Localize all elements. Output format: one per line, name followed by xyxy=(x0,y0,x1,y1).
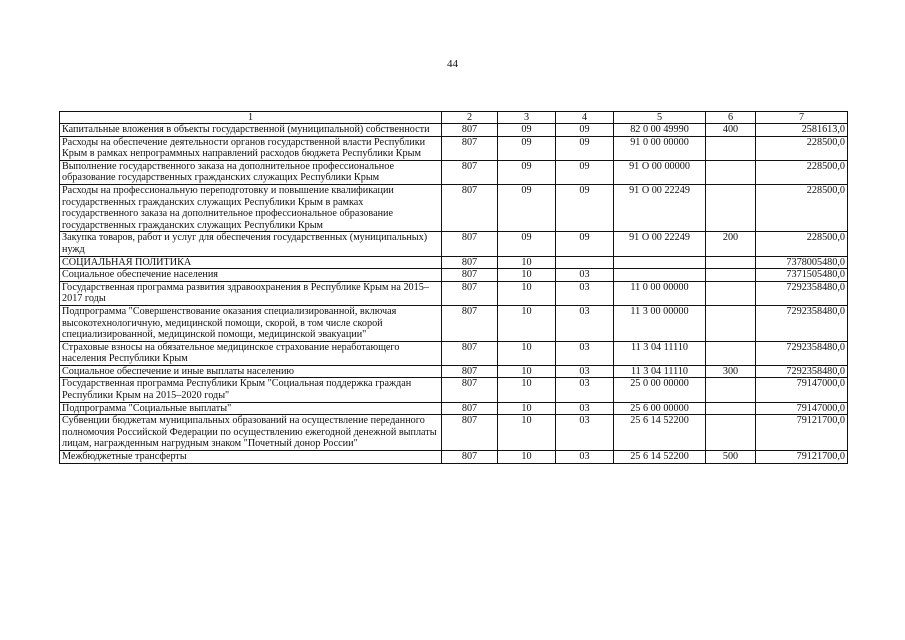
table-row xyxy=(60,402,848,415)
row-name: Подпрограмма "Социальные выплаты" xyxy=(60,402,442,415)
row-ved: 807 xyxy=(442,402,498,415)
row-ved: 807 xyxy=(442,136,498,160)
page-number: 44 xyxy=(447,58,458,70)
table-row xyxy=(60,281,848,305)
row-vr: 400 xyxy=(706,124,756,137)
row-rz: 10 xyxy=(498,378,556,402)
row-csr: 25 6 14 52200 xyxy=(614,451,706,464)
row-sum: 79121700,0 xyxy=(756,451,848,464)
row-sum: 79147000,0 xyxy=(756,378,848,402)
row-name: Расходы на обеспечение деятельности органов государственной власти Республики Крым в рамках непрограммных направлений расходов бюджета Республики Крым xyxy=(60,136,442,160)
row-rz: 10 xyxy=(498,415,556,451)
row-csr: 82 0 00 49990 xyxy=(614,124,706,137)
row-pr: 03 xyxy=(556,305,614,341)
row-sum: 7378005480,0 xyxy=(756,256,848,269)
header-col-2: 2 xyxy=(442,112,498,124)
table-row xyxy=(60,160,848,184)
row-rz: 10 xyxy=(498,402,556,415)
table-row xyxy=(60,269,848,282)
table-row xyxy=(60,378,848,402)
row-vr xyxy=(706,281,756,305)
row-sum: 2581613,0 xyxy=(756,124,848,137)
table-row xyxy=(60,365,848,378)
row-pr: 03 xyxy=(556,269,614,282)
header-col-3: 3 xyxy=(498,112,556,124)
row-name: Страховые взносы на обязательное медицинское страхование неработающего населения Республики Крым xyxy=(60,341,442,365)
row-pr: 03 xyxy=(556,451,614,464)
row-vr: 500 xyxy=(706,451,756,464)
row-ved: 807 xyxy=(442,160,498,184)
row-pr: 03 xyxy=(556,378,614,402)
budget-table xyxy=(59,111,848,464)
table-row xyxy=(60,256,848,269)
row-sum: 228500,0 xyxy=(756,136,848,160)
row-rz: 10 xyxy=(498,269,556,282)
row-ved: 807 xyxy=(442,378,498,402)
row-pr xyxy=(556,256,614,269)
row-name: Выполнение государственного заказа на дополнительное профессиональное образование государственных гражданских служащих Республики Крым xyxy=(60,160,442,184)
row-name: Межбюджетные трансферты xyxy=(60,451,442,464)
row-rz: 10 xyxy=(498,281,556,305)
row-name: Социальное обеспечение и иные выплаты населению xyxy=(60,365,442,378)
row-rz: 10 xyxy=(498,256,556,269)
row-ved: 807 xyxy=(442,305,498,341)
row-sum: 7292358480,0 xyxy=(756,281,848,305)
row-csr xyxy=(614,269,706,282)
row-csr: 11 3 04 11110 xyxy=(614,365,706,378)
row-vr xyxy=(706,415,756,451)
row-pr: 03 xyxy=(556,365,614,378)
row-csr: 25 0 00 00000 xyxy=(614,378,706,402)
row-rz: 09 xyxy=(498,124,556,137)
row-rz: 10 xyxy=(498,341,556,365)
row-rz: 09 xyxy=(498,136,556,160)
row-ved: 807 xyxy=(442,232,498,256)
row-vr xyxy=(706,160,756,184)
row-pr: 09 xyxy=(556,232,614,256)
row-rz: 10 xyxy=(498,365,556,378)
row-vr xyxy=(706,402,756,415)
header-row xyxy=(60,112,848,124)
row-csr: 91 О 00 22249 xyxy=(614,232,706,256)
row-rz: 10 xyxy=(498,451,556,464)
row-pr: 09 xyxy=(556,136,614,160)
row-pr: 09 xyxy=(556,160,614,184)
header-col-5: 5 xyxy=(614,112,706,124)
header-col-6: 6 xyxy=(706,112,756,124)
row-rz: 09 xyxy=(498,232,556,256)
row-ved: 807 xyxy=(442,451,498,464)
row-ved: 807 xyxy=(442,281,498,305)
row-pr: 09 xyxy=(556,184,614,231)
row-name: Социальное обеспечение населения xyxy=(60,269,442,282)
row-name: Капитальные вложения в объекты государственной (муниципальной) собственности xyxy=(60,124,442,137)
row-rz: 10 xyxy=(498,305,556,341)
table-row xyxy=(60,124,848,137)
row-csr: 91 0 00 00000 xyxy=(614,136,706,160)
row-csr: 11 3 00 00000 xyxy=(614,305,706,341)
row-vr xyxy=(706,136,756,160)
row-sum: 7292358480,0 xyxy=(756,305,848,341)
header-col-4: 4 xyxy=(556,112,614,124)
row-vr xyxy=(706,378,756,402)
table-row xyxy=(60,232,848,256)
row-rz: 09 xyxy=(498,160,556,184)
table-row xyxy=(60,415,848,451)
row-sum: 7292358480,0 xyxy=(756,365,848,378)
row-csr: 91 О 00 22249 xyxy=(614,184,706,231)
row-vr xyxy=(706,341,756,365)
row-pr: 09 xyxy=(556,124,614,137)
row-vr xyxy=(706,305,756,341)
row-name: СОЦИАЛЬНАЯ ПОЛИТИКА xyxy=(60,256,442,269)
row-vr xyxy=(706,184,756,231)
row-vr xyxy=(706,269,756,282)
row-csr: 25 6 14 52200 xyxy=(614,415,706,451)
row-name: Расходы на профессиональную переподготовку и повышение квалификации государственных гражданских служащих Республики Крым в рамках государственного заказа на дополнительное профессиональное образование государственных гражданских служащих Республики Крым xyxy=(60,184,442,231)
row-sum: 7371505480,0 xyxy=(756,269,848,282)
row-vr: 300 xyxy=(706,365,756,378)
row-ved: 807 xyxy=(442,256,498,269)
row-ved: 807 xyxy=(442,124,498,137)
row-name: Подпрограмма "Совершенствование оказания специализированной, включая высокотехнологичную, медицинской помощи, скорой, в том числе скорой специализированной, медицинской помощи, медицинской эвакуации" xyxy=(60,305,442,341)
row-csr: 11 3 04 11110 xyxy=(614,341,706,365)
row-ved: 807 xyxy=(442,341,498,365)
row-pr: 03 xyxy=(556,281,614,305)
row-csr: 25 6 00 00000 xyxy=(614,402,706,415)
row-name: Субвенции бюджетам муниципальных образований на осуществление переданного полномочия Российской Федерации по осуществлению ежегодной денежной выплаты лицам, награжденным нагрудным знаком "Почетный донор России" xyxy=(60,415,442,451)
row-sum: 228500,0 xyxy=(756,232,848,256)
row-ved: 807 xyxy=(442,415,498,451)
row-sum: 228500,0 xyxy=(756,184,848,231)
row-csr: 11 0 00 00000 xyxy=(614,281,706,305)
row-pr: 03 xyxy=(556,402,614,415)
row-vr: 200 xyxy=(706,232,756,256)
row-sum: 228500,0 xyxy=(756,160,848,184)
row-csr: 91 О 00 00000 xyxy=(614,160,706,184)
row-name: Государственная программа развития здравоохранения в Республике Крым на 2015–2017 годы xyxy=(60,281,442,305)
table-row xyxy=(60,184,848,231)
row-sum: 7292358480,0 xyxy=(756,341,848,365)
table-row xyxy=(60,136,848,160)
table-row xyxy=(60,341,848,365)
row-csr xyxy=(614,256,706,269)
table-row xyxy=(60,305,848,341)
row-name: Закупка товаров, работ и услуг для обеспечения государственных (муниципальных) нужд xyxy=(60,232,442,256)
row-pr: 03 xyxy=(556,415,614,451)
row-sum: 79121700,0 xyxy=(756,415,848,451)
row-ved: 807 xyxy=(442,269,498,282)
row-pr: 03 xyxy=(556,341,614,365)
header-col-1: 1 xyxy=(60,112,442,124)
header-col-7: 7 xyxy=(756,112,848,124)
row-vr xyxy=(706,256,756,269)
row-ved: 807 xyxy=(442,365,498,378)
row-ved: 807 xyxy=(442,184,498,231)
row-rz: 09 xyxy=(498,184,556,231)
row-sum: 79147000,0 xyxy=(756,402,848,415)
table-row xyxy=(60,451,848,464)
row-name: Государственная программа Республики Крым "Социальная поддержка граждан Республики Крым на 2015–2020 годы" xyxy=(60,378,442,402)
